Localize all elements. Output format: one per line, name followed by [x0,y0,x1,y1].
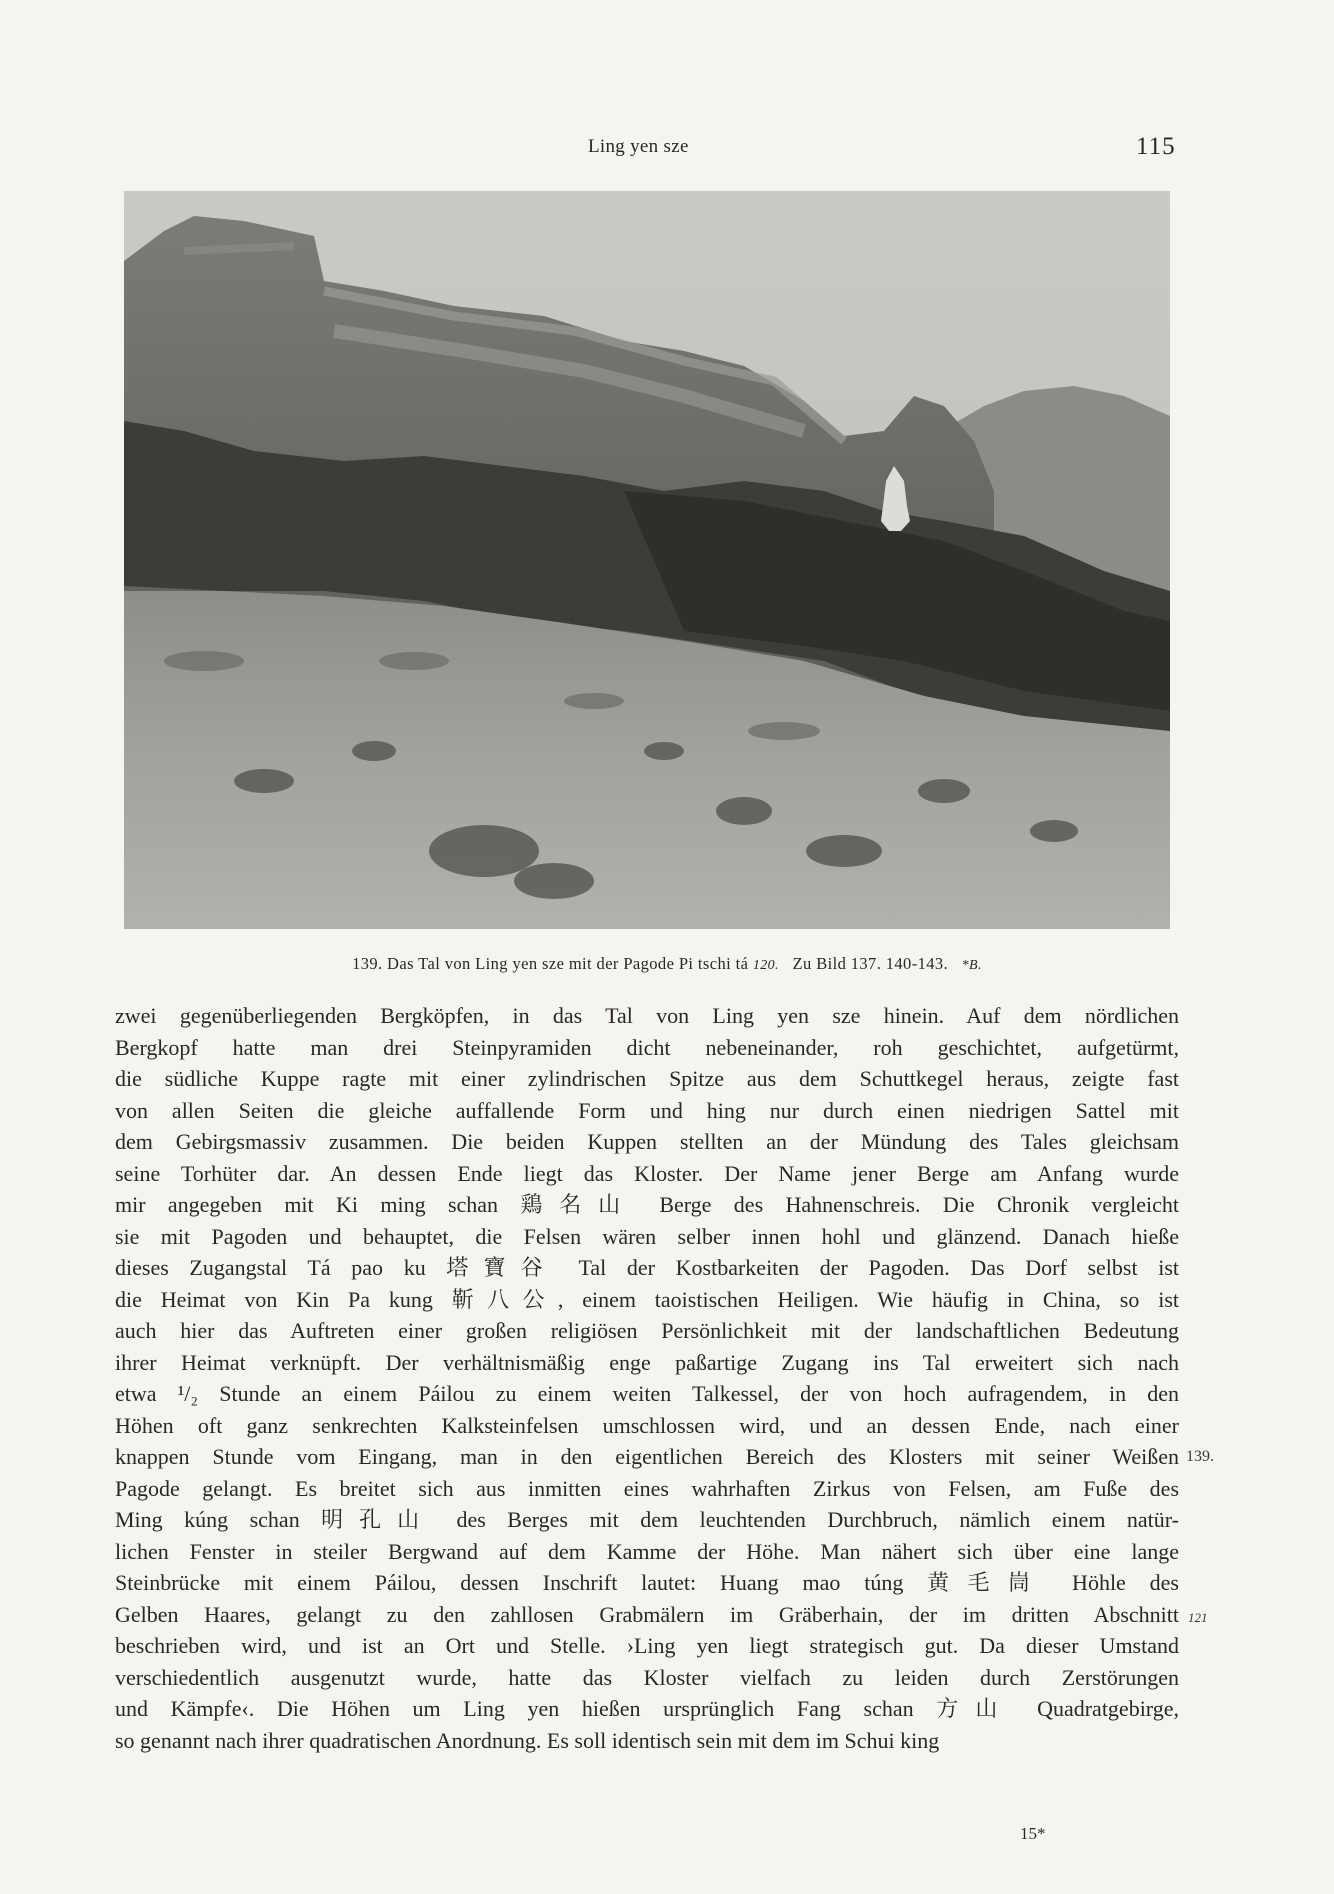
landscape-photo [124,191,1170,929]
text-line: auch hier das Auftreten einer großen religiösen Persönlichkeit mit der landschaftlichen Bedeutung [115,1318,1179,1343]
text-line: und Kämpfe‹. Die Höhen um Ling yen hießen ursprünglich Fang schan 方山 Quadratgebirge, [115,1696,1179,1721]
text-line: etwa ¹/₂ Stunde an einem Páilou zu einem weiten Talkessel, der von hoch aufragendem, in den [115,1381,1179,1406]
text-line: beschrieben wird, und ist an Ort und Stelle. ›Ling yen liegt strategisch gut. Da dieser Umstand [115,1633,1179,1658]
text-line: sie mit Pagoden und behauptet, die Felsen wären selber innen hohl und glänzend. Danach hieße [115,1223,1179,1249]
text-line: dieses Zugangstal Tá pao ku 塔寶谷 Tal der Kostbarkeiten der Pagoden. Das Dorf selbst ist [115,1255,1179,1280]
page-number: 115 [1136,133,1176,160]
text-line: die Heimat von Kin Pa kung 靳八公, einem taoistischen Heiligen. Wie häufig in China, so ist [115,1286,1179,1312]
text-line: so genannt nach ihrer quadratischen Anordnung. Es soll identisch sein mit dem im Schui king [115,1727,940,1753]
text-line: ihrer Heimat verknüpft. Der verhältnismäßig enge paßartige Zugang ins Tal erweitert sich nach [115,1349,1179,1375]
text-line: Ming kúng schan 明孔山 des Berges mit dem leuchtenden Durchbruch, nämlich einem natür- [115,1507,1179,1532]
margin-figure-ref: 121 [1188,1610,1208,1625]
caption-main: 139. Das Tal von Ling yen sze mit der Pagode Pi tschi tá [352,954,749,973]
text-line: Höhen oft ganz senkrechten Kalksteinfelsen umschlossen wird, und an dessen Ende, nach einer [115,1412,1179,1438]
caption-ref: 120. [752,958,779,973]
text-line: die südliche Kuppe ragte mit einer zylindrischen Spitze aus dem Schuttkegel heraus, zeigte fast [115,1066,1179,1091]
body-text [115,1000,1179,1756]
caption-rest: Zu Bild 137. 140-143. [792,954,949,973]
page-header-title: Ling yen sze [588,136,689,157]
text-line: verschiedentlich ausgenutzt wurde, hatte das Kloster vielfach zu leiden durch Zerstörungen [115,1664,1179,1690]
text-line: Bergkopf hatte man drei Steinpyramiden dicht nebeneinander, roh geschichtet, aufgetürmt, [115,1034,1179,1060]
text-line: knappen Stunde vom Eingang, man in den eigentlichen Bereich des Klosters mit seiner Weißen [115,1444,1179,1469]
text-line: von allen Seiten die gleiche auffallende Form und hing nur durch einen niedrigen Sattel mit [115,1097,1179,1123]
caption-source: *B. [961,958,982,973]
margin-figure-ref: 139. [1186,1448,1214,1465]
signature-mark: 15* [1020,1824,1046,1843]
text-line: Gelben Haares, gelangt zu den zahllosen Grabmälern im Gräberhain, der im dritten Abschnitt [115,1601,1179,1627]
text-line: zwei gegenüberliegenden Bergköpfen, in das Tal von Ling yen sze hinein. Auf dem nördlichen [115,1003,1179,1028]
text-line: mir angegeben mit Ki ming schan 鶏名山 Berge des Hahnenschreis. Die Chronik vergleicht [115,1192,1179,1217]
text-line: Pagode gelangt. Es breitet sich aus inmitten eines wahrhaften Zirkus von Felsen, am Fuße des [115,1475,1179,1501]
figure-caption [0,954,1334,974]
text-line: lichen Fenster in steiler Bergwand auf dem Kamme der Höhe. Man nähert sich über eine lange [115,1538,1179,1564]
text-line: seine Torhüter dar. An dessen Ende liegt das Kloster. Der Name jener Berge am Anfang wurde [115,1160,1179,1186]
text-line: Steinbrücke mit einem Páilou, dessen Inschrift lautet: Huang mao túng 黄毛峝 Höhle des [115,1570,1179,1595]
text-line: dem Gebirgsmassiv zusammen. Die beiden Kuppen stellten an der Mündung des Tales gleichsam [115,1129,1179,1154]
